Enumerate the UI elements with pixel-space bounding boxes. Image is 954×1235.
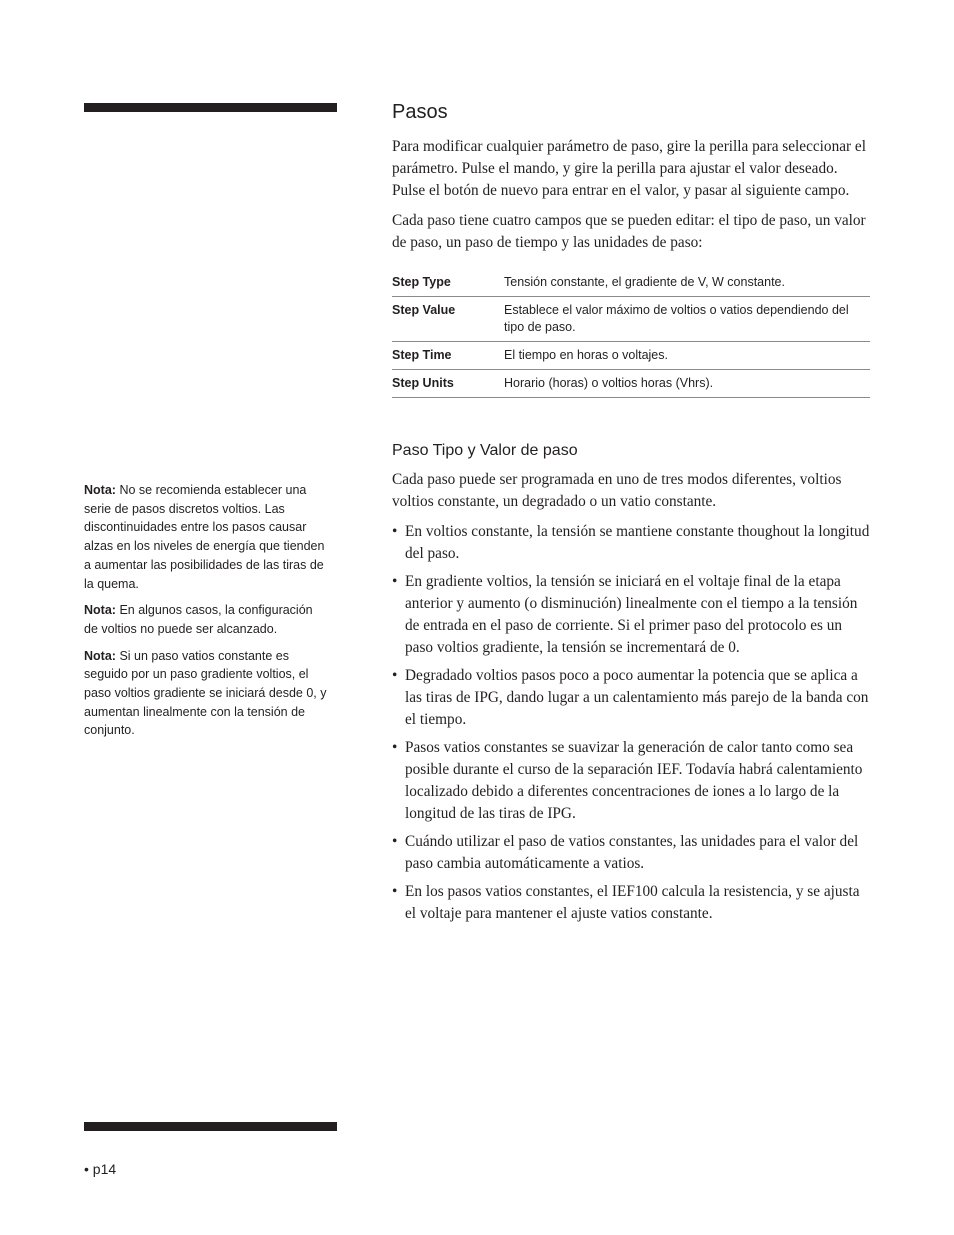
- note-text: En algunos casos, la configuración de voltios no puede ser alcanzado.: [84, 603, 313, 636]
- list-item: [392, 665, 870, 731]
- step-fields-table: [392, 272, 870, 398]
- section-intro: Cada paso puede ser programada en uno de tres modos diferentes, voltios voltios constante, un degradado o un vatio constante.: [392, 471, 842, 510]
- note-label: Nota:: [84, 603, 116, 618]
- field-name: Step Units: [392, 370, 504, 398]
- intro-paragraph: Cada paso tiene cuatro campos que se pueden editar: el tipo de paso, un valor de paso, un paso de tiempo y las unidades de paso:: [392, 212, 866, 251]
- intro-paragraph: Para modificar cualquier parámetro de paso, gire la perilla para seleccionar el parámetro. Pulse el mando, y gire la perilla para ajustar el valor deseado. Pulse el botón de nuevo para entrar en el valor, y pasar al siguiente campo.: [392, 138, 866, 199]
- note: [84, 601, 329, 638]
- note: [84, 647, 329, 741]
- note-text: Si un paso vatios constante es seguido por un paso gradiente voltios, el paso voltios gradiente se iniciará desde 0, y aumentan linealmente con la tensión de conjunto.: [84, 648, 327, 738]
- bullet-glyph: •: [392, 523, 398, 540]
- section-heading: Paso Tipo y Valor de paso: [392, 442, 578, 459]
- table-row: [392, 370, 870, 398]
- field-description: Horario (horas) o voltios horas (Vhrs).: [504, 370, 870, 398]
- list-item: [392, 571, 870, 659]
- list-item-text: Cuándo utilizar el paso de vatios constantes, las unidades para el valor del paso cambia automáticamente a vatios.: [405, 833, 859, 872]
- bullet-glyph: •: [392, 883, 398, 900]
- page-number-label: p14: [92, 1161, 117, 1177]
- main-content: [392, 98, 870, 931]
- field-description: El tiempo en horas o voltajes.: [504, 342, 870, 370]
- field-description: Establece el valor máximo de voltios o vatios dependiendo del tipo de paso.: [504, 297, 870, 342]
- bullet-glyph: •: [392, 667, 398, 684]
- field-description: Tensión constante, el gradiente de V, W constante.: [504, 272, 870, 297]
- bullet-list: [392, 521, 870, 925]
- table-row: [392, 272, 870, 297]
- page-number: [84, 1161, 116, 1177]
- field-name: Step Value: [392, 297, 504, 342]
- note: [84, 481, 329, 593]
- table-row: [392, 342, 870, 370]
- field-name: Step Time: [392, 342, 504, 370]
- bullet-glyph: •: [392, 833, 398, 850]
- note-text: No se recomienda establecer una serie de pasos discretos voltios. Las discontinuidades entre los pasos causar alzas en los niveles de energía que tienden a aumentar las posibilidades de las tiras de la quema.: [84, 483, 325, 591]
- list-item: [392, 737, 870, 825]
- note-label: Nota:: [84, 648, 116, 663]
- list-item: [392, 881, 870, 925]
- list-item-text: Pasos vatios constantes se suavizar la generación de calor tanto como sea posible durante el curso de la separación IEF. Todavía habrá calentamiento localizado debido a diferentes concentraciones de iones a lo largo de la longitud de las tiras de IPG.: [405, 739, 863, 822]
- list-item-text: Degradado voltios pasos poco a poco aumentar la potencia que se aplica a las tiras de IPG, dando lugar a un calentamiento más parejo de la banda con el tiempo.: [405, 667, 869, 728]
- list-item-text: En gradiente voltios, la tensión se iniciará en el voltaje final de la etapa anterior y aumento (o disminución) linealmente con el tiempo a la tensión de entrada en el paso de corriente. Si el primer paso del protocolo es un paso voltios gradiente, la tensión se incrementará de 0.: [405, 573, 858, 656]
- bottom-divider-bar: [84, 1122, 337, 1131]
- bullet-glyph: •: [392, 739, 398, 756]
- table-row: [392, 297, 870, 342]
- bullet-glyph: •: [392, 573, 398, 590]
- page-number-bullet: •: [84, 1161, 89, 1177]
- top-divider-bar: [84, 103, 337, 112]
- note-label: Nota:: [84, 483, 116, 497]
- list-item-text: En voltios constante, la tensión se mantiene constante thoughout la longitud del paso.: [405, 523, 870, 562]
- page-title: Pasos: [392, 101, 448, 123]
- sidebar-notes: [84, 481, 329, 748]
- field-name: Step Type: [392, 272, 504, 297]
- list-item-text: En los pasos vatios constantes, el IEF100 calcula la resistencia, y se ajusta el voltaje para mantener el ajuste vatios constante.: [405, 883, 860, 922]
- list-item: [392, 521, 870, 565]
- list-item: [392, 831, 870, 875]
